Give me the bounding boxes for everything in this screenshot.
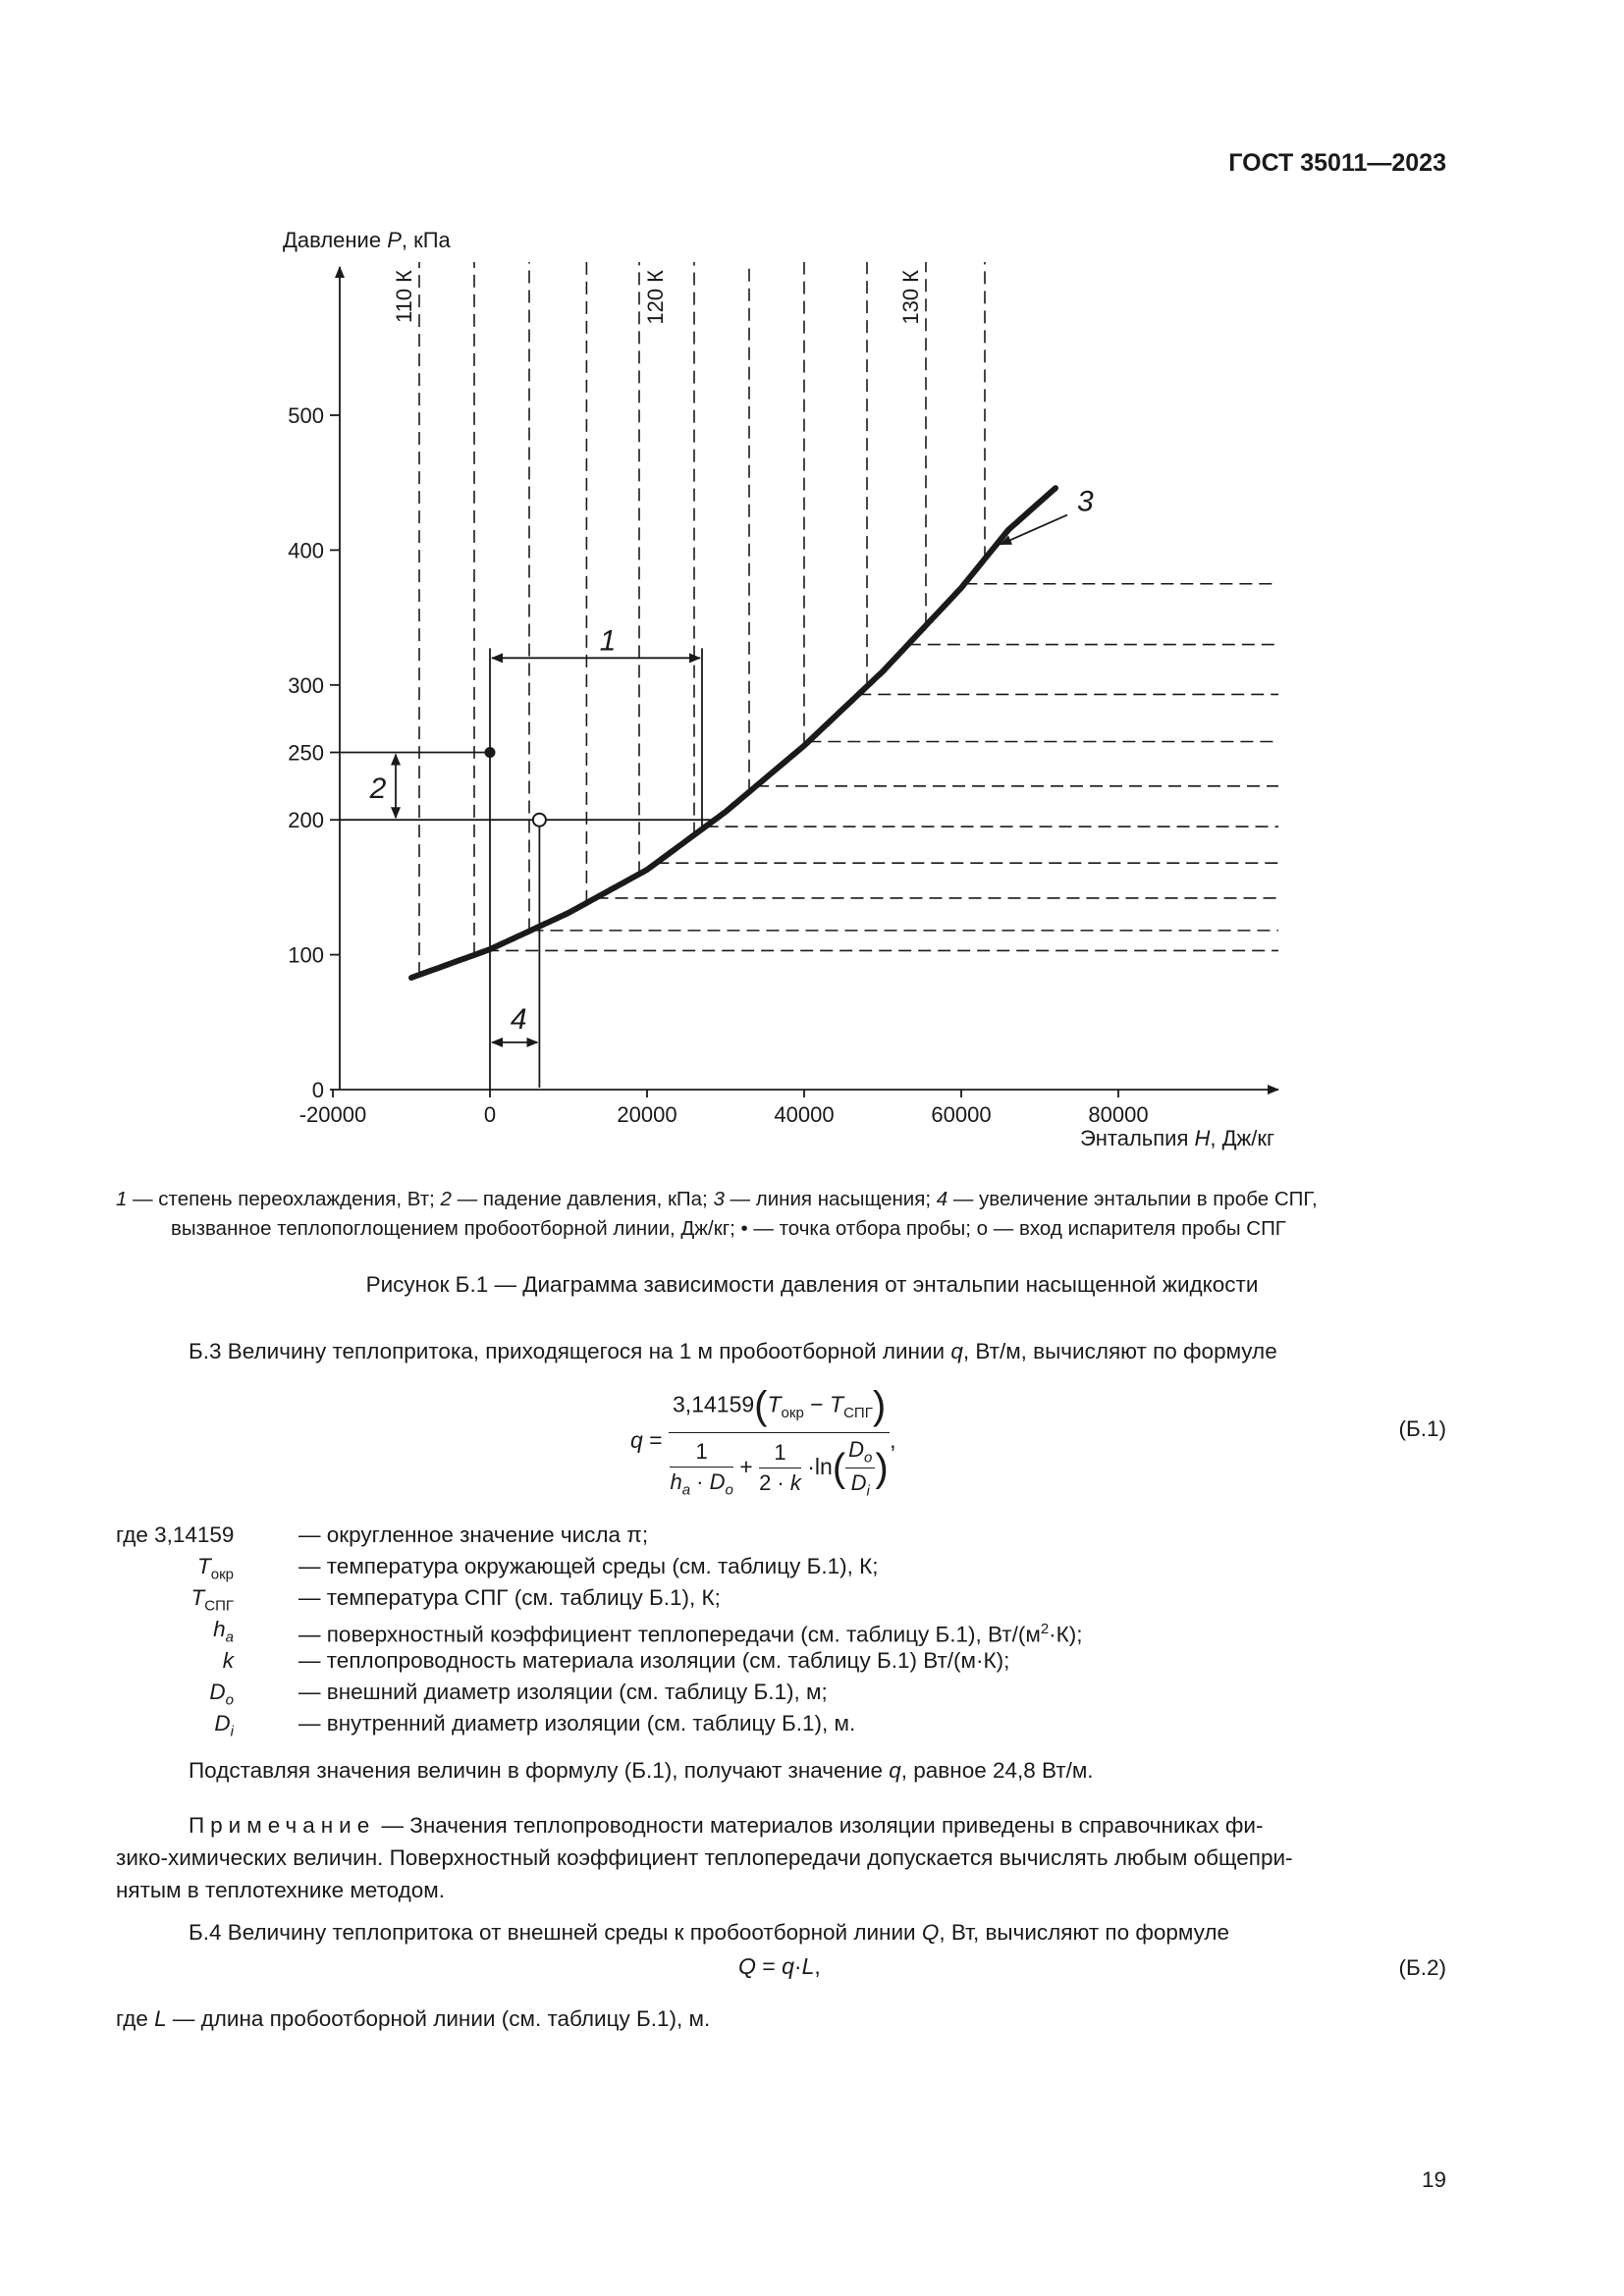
document-header: ГОСТ 35011—2023: [1228, 149, 1446, 177]
substitution-text: Подставляя значения величин в формулу (Б.1), получают значение q, равное 24,8 Вт/м.: [189, 1758, 1094, 1783]
sample-point-marker: [485, 747, 496, 758]
callout-3-label: 3: [1077, 485, 1094, 518]
isotherm-label: 110 К: [392, 270, 416, 324]
y-tick-label: 0: [311, 1078, 324, 1102]
figure-title: Рисунок Б.1 — Диаграмма зависимости давления от энтальпии насыщенной жидкости: [365, 1272, 1259, 1297]
figure-legend: 1 — степень переохлаждения, Вт; 2 — падение давления, кПа; 3 — линия насыщения; 4 — увеличение энтальпии в пробе СПГ, вызванное теплопоглощением пробоотборной линии, Дж/кг; • — точка отбора пробы; о — вход испарителя пробы СПГ: [116, 1188, 1318, 1240]
x-axis-label: Энтальпия H, Дж/кг: [1079, 1126, 1274, 1150]
formula-b1: q = $3,14159(T_{окр} - T_{СПГ})$ $\frac{1}{h_a \cdot D_o}$ + $\frac{1}{2 \cdot k}$ ·ln( $\frac{D_o}{D_i}$ ) ,: [630, 1384, 896, 1500]
x-tick-label: 40000: [774, 1102, 835, 1127]
y-tick-label: 300: [288, 672, 324, 698]
x-tick-label: 20000: [617, 1102, 677, 1127]
formula-b2: Q = q·L,: [738, 1953, 821, 1979]
callout-1-label: 1: [599, 624, 617, 658]
formula-b1-number: (Б.1): [1398, 1416, 1446, 1441]
y-axis-label: Давление P, кПа: [283, 228, 451, 252]
note-block: Примечание — Значения теплопроводности материалов изоляции приведены в справочниках фи- зико-химических величин. Поверхностный коэффициент теплопередачи допускается вычислять любым общепри- нятым в теплотехнике методом.: [116, 1813, 1293, 1902]
formula-b2-number: (Б.2): [1398, 1955, 1446, 1980]
page-number: 19: [1421, 2167, 1446, 2192]
isotherm-label: 120 К: [643, 270, 668, 325]
saturation-line: [411, 488, 1056, 978]
y-tick-label: 250: [288, 740, 324, 766]
x-tick-label: -20000: [298, 1102, 367, 1127]
where-list: где 3,14159 — округленное значение числа π; $T_{окр}$ — температура окружающей среды (см. таблицу Б.1), К; $T_{СПГ}$ — температура СПГ (см. таблицу Б.1), К; $h_a$ — поверхностный коэффициент теплопередачи (см. таблицу Б.1), $Вт/(м^2\cdot К)$; k — теплопроводность материала изоляции (см. таблицу Б.1) Вт/(м·К); $D_o$ — внешний диаметр изоляции (см. таблицу Б.1), м; $D_i$ — внутренний диаметр изоляции (см. таблицу Б.1), м.: [116, 1522, 1083, 1740]
section-b4-intro: Б.4 Величину теплопритока от внешней среды к пробоотборной линии Q, Вт, вычисляют по формуле: [189, 1920, 1229, 1945]
x-tick-label: 80000: [1088, 1102, 1149, 1127]
x-tick-label: 60000: [931, 1102, 992, 1127]
x-tick-label: 0: [483, 1102, 497, 1127]
callout-2-label: 2: [369, 772, 387, 805]
evaporator-inlet-marker: [533, 814, 546, 827]
y-tick-label: 200: [288, 808, 324, 833]
section-b4-where: где L — длина пробоотборной линии (см. таблицу Б.1), м.: [116, 2006, 711, 2031]
y-tick-label: 100: [288, 942, 324, 968]
section-b3-intro: Б.3 Величину теплопритока, приходящегося на 1 м пробоотборной линии q, Вт/м, вычисляют по формуле: [189, 1339, 1277, 1363]
isotherm-label: 130 К: [898, 270, 923, 325]
y-tick-label: 400: [288, 538, 324, 563]
y-tick-label: 500: [288, 403, 324, 428]
callout-4-label: 4: [510, 1002, 527, 1036]
